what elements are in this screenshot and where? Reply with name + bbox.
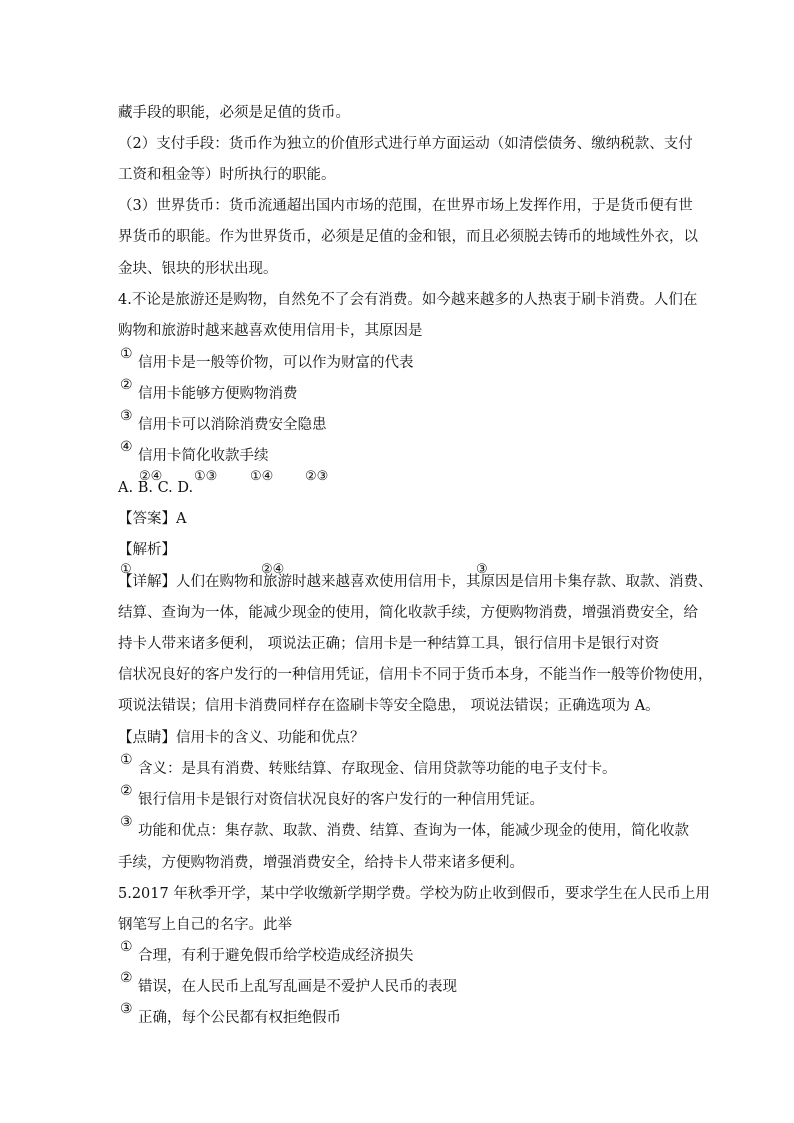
circled-number: ③	[120, 1001, 133, 1017]
text-line: 工资和租金等）时所执行的职能。	[118, 167, 336, 183]
question-4-text: 4.不论是旅游还是购物，自然免不了会有消费。如今越来越多的人热衷于刷卡消费。人们在	[118, 292, 698, 308]
option-statement: 信用卡能够方便购物消费	[138, 386, 298, 402]
choice-d-markers: ②③	[305, 469, 329, 484]
text-line: （3）世界货币：货币流通超出国内市场的范围，在世界市场上发挥作用，于是货币便有世	[118, 198, 693, 214]
text-line: 钢笔写上自己的名字。此举	[118, 917, 292, 933]
text-line: 界货币的职能。作为世界货币，必须是足值的金和银，而且必须脱去铸币的地域性外衣，以	[118, 229, 698, 245]
text-line: 功能和优点：集存款、取款、消费、结算、查询为一体，能减少现金的使用，简化收款	[138, 823, 689, 839]
text-line: 持卡人带来诸多便利， 项说法正确；信用卡是一种结算工具，银行信用卡是银行对资	[118, 636, 660, 652]
text-line: 【详解】人们在购物和旅游时越来越喜欢使用信用卡，其原因是信用卡集存款、取款、消费、	[118, 574, 713, 590]
text-line: 含义：是具有消费、转账结算、存取现金、信用贷款等功能的电子支付卡。	[138, 761, 617, 777]
option-statement: 正确，每个公民都有权拒绝假币	[138, 1010, 341, 1026]
circled-number: ①	[120, 752, 133, 768]
circled-number: ①	[120, 346, 133, 362]
text-line: 信状况良好的客户发行的一种信用凭证，信用卡不同于货币本身，不能当作一般等价物使用，	[118, 667, 713, 683]
text-line: 银行信用卡是银行对资信状况良好的客户发行的一种信用凭证。	[138, 792, 544, 808]
text-line: 手续，方便购物消费，增强消费安全，给持卡人带来诸多便利。	[118, 855, 524, 871]
option-statement: 错误，在人民币上乱写乱画是不爱护人民币的表现	[138, 979, 457, 995]
circled-number: ②	[120, 783, 133, 799]
circled-number: ①	[120, 562, 132, 577]
choice-line: A. B. C. D.	[118, 480, 194, 496]
circled-number: ③	[476, 562, 488, 577]
question-5-text: 5.2017 年秋季开学，某中学收缴新学期学费。学校为防止收到假币，要求学生在人民币上用	[118, 886, 710, 902]
circled-number: ④	[120, 439, 133, 455]
option-statement: 信用卡简化收款手续	[138, 448, 269, 464]
text-line: （2）支付手段：货币作为独立的价值形式进行单方面运动（如清偿债务、缴纳税款、支付	[118, 136, 693, 152]
choice-a-markers: ②④	[139, 469, 163, 484]
text-line: 藏手段的职能，必须是足值的货币。	[118, 105, 350, 121]
tip-heading: 【点睛】信用卡的含义、功能和优点？	[118, 730, 365, 746]
text-line: 结算、查询为一体，能减少现金的使用，简化收款手续，方便购物消费，增强消费安全，给	[118, 605, 698, 621]
choice-b-markers: ①③	[194, 469, 218, 484]
text-line: 金块、银块的形状出现。	[118, 261, 278, 277]
choice-c-markers: ①④	[250, 469, 274, 484]
option-statement: 合理，有利于避免假币给学校造成经济损失	[138, 948, 414, 964]
circled-number: ③	[120, 814, 133, 830]
option-statement: 信用卡可以消除消费安全隐患	[138, 417, 327, 433]
option-statement: 信用卡是一般等价物，可以作为财富的代表	[138, 355, 414, 371]
circled-number: ②	[120, 970, 133, 986]
circled-number: ②④	[261, 562, 285, 577]
circled-number: ③	[120, 408, 133, 424]
analysis-heading: 【解析】	[118, 542, 176, 558]
text-line: 购物和旅游时越来越喜欢使用信用卡，其原因是	[118, 323, 423, 339]
circled-number: ②	[120, 377, 133, 393]
answer-line: 【答案】A	[118, 511, 187, 527]
text-line: 项说法错误；信用卡消费同样存在盗刷卡等安全隐患， 项说法错误；正确选项为 A。	[118, 698, 660, 714]
circled-number: ①	[120, 939, 133, 955]
